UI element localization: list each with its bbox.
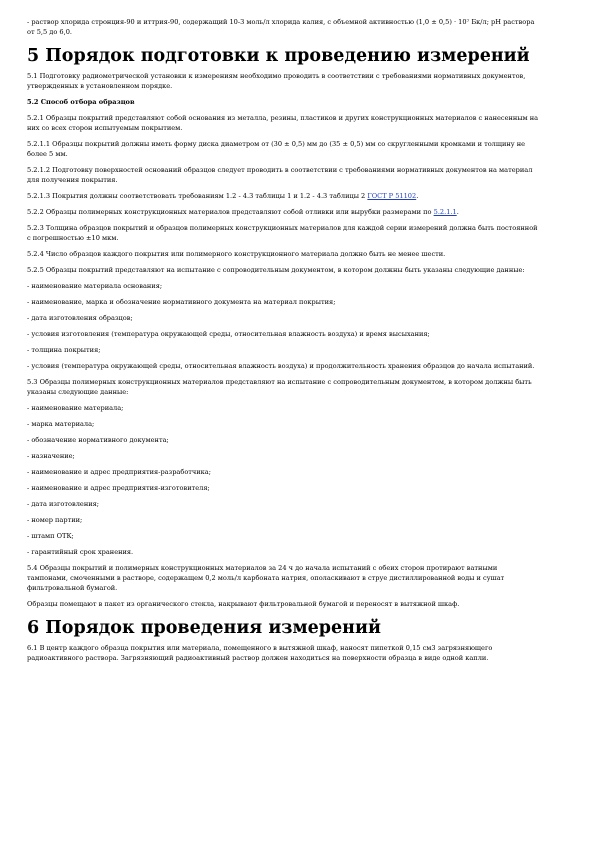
list-item: - марка материала; (27, 420, 95, 428)
list-item: - условия (температура окружающей среды, относительная влажность воздуха) и продолжительность хранения образцов до начала испытаний. (27, 362, 535, 370)
list-item: - условия изготовления (температура окружающей среды, относительная влажность воздуха) и время высыхания; (27, 330, 430, 338)
list-item: - гарантийный срок хранения. (27, 548, 134, 556)
list-item: - толщина покрытия; (27, 346, 101, 354)
section-6-heading: 6 Порядок проведения измерений (27, 618, 381, 638)
list-item: - наименование и адрес предприятия-изготовителя; (27, 484, 210, 492)
para-6-1: 6.1 В центр каждого образца покрытия или материала, помещенного в вытяжной шкаф, наносят пипеткой 0,15 см3 загрязняющего радиоактивного раствора. Загрязняющий радиоактивный раствор должен находиться на поверхности образца в виде одной капли. (27, 644, 493, 662)
para-5-2-4: 5.2.4 Число образцов каждого покрытия или полимерного конструкционного материала должно быть не менее шести. (27, 250, 446, 258)
list-item: - номер партии; (27, 516, 83, 524)
para-5-2-2 (27, 207, 540, 217)
section-5-heading: 5 Порядок подготовки к проведению измерений (27, 46, 530, 66)
para-5-2-5: 5.2.5 Образцы покрытий представляют на испытание с сопроводительным документом, в котором должны быть указаны следующие данные: (27, 266, 525, 274)
para-5-2-1-2: 5.2.1.2 Подготовку поверхностей оснований образцов следует проводить в соответствии с требованиями нормативных документов на материал для получения покрытия. (27, 166, 533, 184)
para-5-2-1-3-text: 5.2.1.3 Покрытия должны соответствовать требованиям 1.2 - 4.3 таблицы 1 и 1.2 - 4.3 таблицы 2 (27, 192, 366, 200)
ref-5-2-1-1-link[interactable]: 5.2.1.1 (433, 208, 457, 216)
para-5-4: 5.4 Образцы покрытий и полимерных конструкционных материалов за 24 ч до начала испытаний с обеих сторон протирают ватными тампонами, смоченными в растворе, содержащем 0,2 моль/л карбоната натрия, ополаскивают в струе дистиллированной воды и сушат фильтровальной бумагой. (27, 564, 505, 592)
list-item: - наименование, марка и обозначение нормативного документа на материал покрытия; (27, 298, 336, 306)
gost-link[interactable]: ГОСТ Р 51102 (367, 192, 417, 200)
list-item: - наименование материала; (27, 404, 124, 412)
list-item: - штамп ОТК; (27, 532, 74, 540)
top-line: - раствор хлорида стронция-90 и иттрия-90, содержащий 10-3 моль/л хлорида калия, с объемной активностью (1,0 ± 0,5) · 10⁷ Бк/л; рН раствора от 5,5 до 6,0. (27, 18, 535, 36)
para-5-4-continued: Образцы помещают в пакет из органического стекла, накрывают фильтровальной бумагой и переносят в вытяжной шкаф. (27, 600, 460, 608)
para-5-2-2-end: . (456, 208, 459, 216)
para-5-2-1-1: 5.2.1.1 Образцы покрытий должны иметь форму диска диаметром от (30 ± 0,5) мм до (35 ± 0,5) мм со скругленными кромками и толщину не более 5 мм. (27, 140, 526, 158)
para-5-3: 5.3 Образцы полимерных конструкционных материалов представляют на испытание с сопроводительным документом, в котором должны быть указаны следующие данные: (27, 378, 532, 396)
list-item: - наименование и адрес предприятия-разработчика; (27, 468, 211, 476)
para-5-2-1-3 (27, 191, 540, 201)
para-5-2-1: 5.2.1 Образцы покрытий представляют собой основания из металла, резины, пластиков и других конструкционных материалов с нанесенным на них со всех сторон испытуемым покрытием. (27, 114, 539, 132)
para-5-2-1-3-end: . (416, 192, 419, 200)
list-item: - обозначение нормативного документа; (27, 436, 169, 444)
list-item: - дата изготовления образцов; (27, 314, 133, 322)
list-item: - назначение; (27, 452, 75, 460)
list-item: - дата изготовления; (27, 500, 99, 508)
para-5-1: 5.1 Подготовку радиометрической установки к измерениям необходимо проводить в соответствии с требованиями нормативных документов, утвержденных в установленном порядке. (27, 72, 526, 90)
para-5-2-3: 5.2.3 Толщина образцов покрытий и образцов полимерных конструкционных материалов для каждой серии измерений должна быть постоянной с погрешностью ±10 мкм. (27, 224, 538, 242)
list-item: - наименование материала основания; (27, 282, 163, 290)
subsection-5-2-heading: 5.2 Способ отбора образцов (27, 98, 135, 106)
para-5-2-2-text: 5.2.2 Образцы полимерных конструкционных материалов представляют собой отливки или вырубки размерами по (27, 208, 432, 216)
